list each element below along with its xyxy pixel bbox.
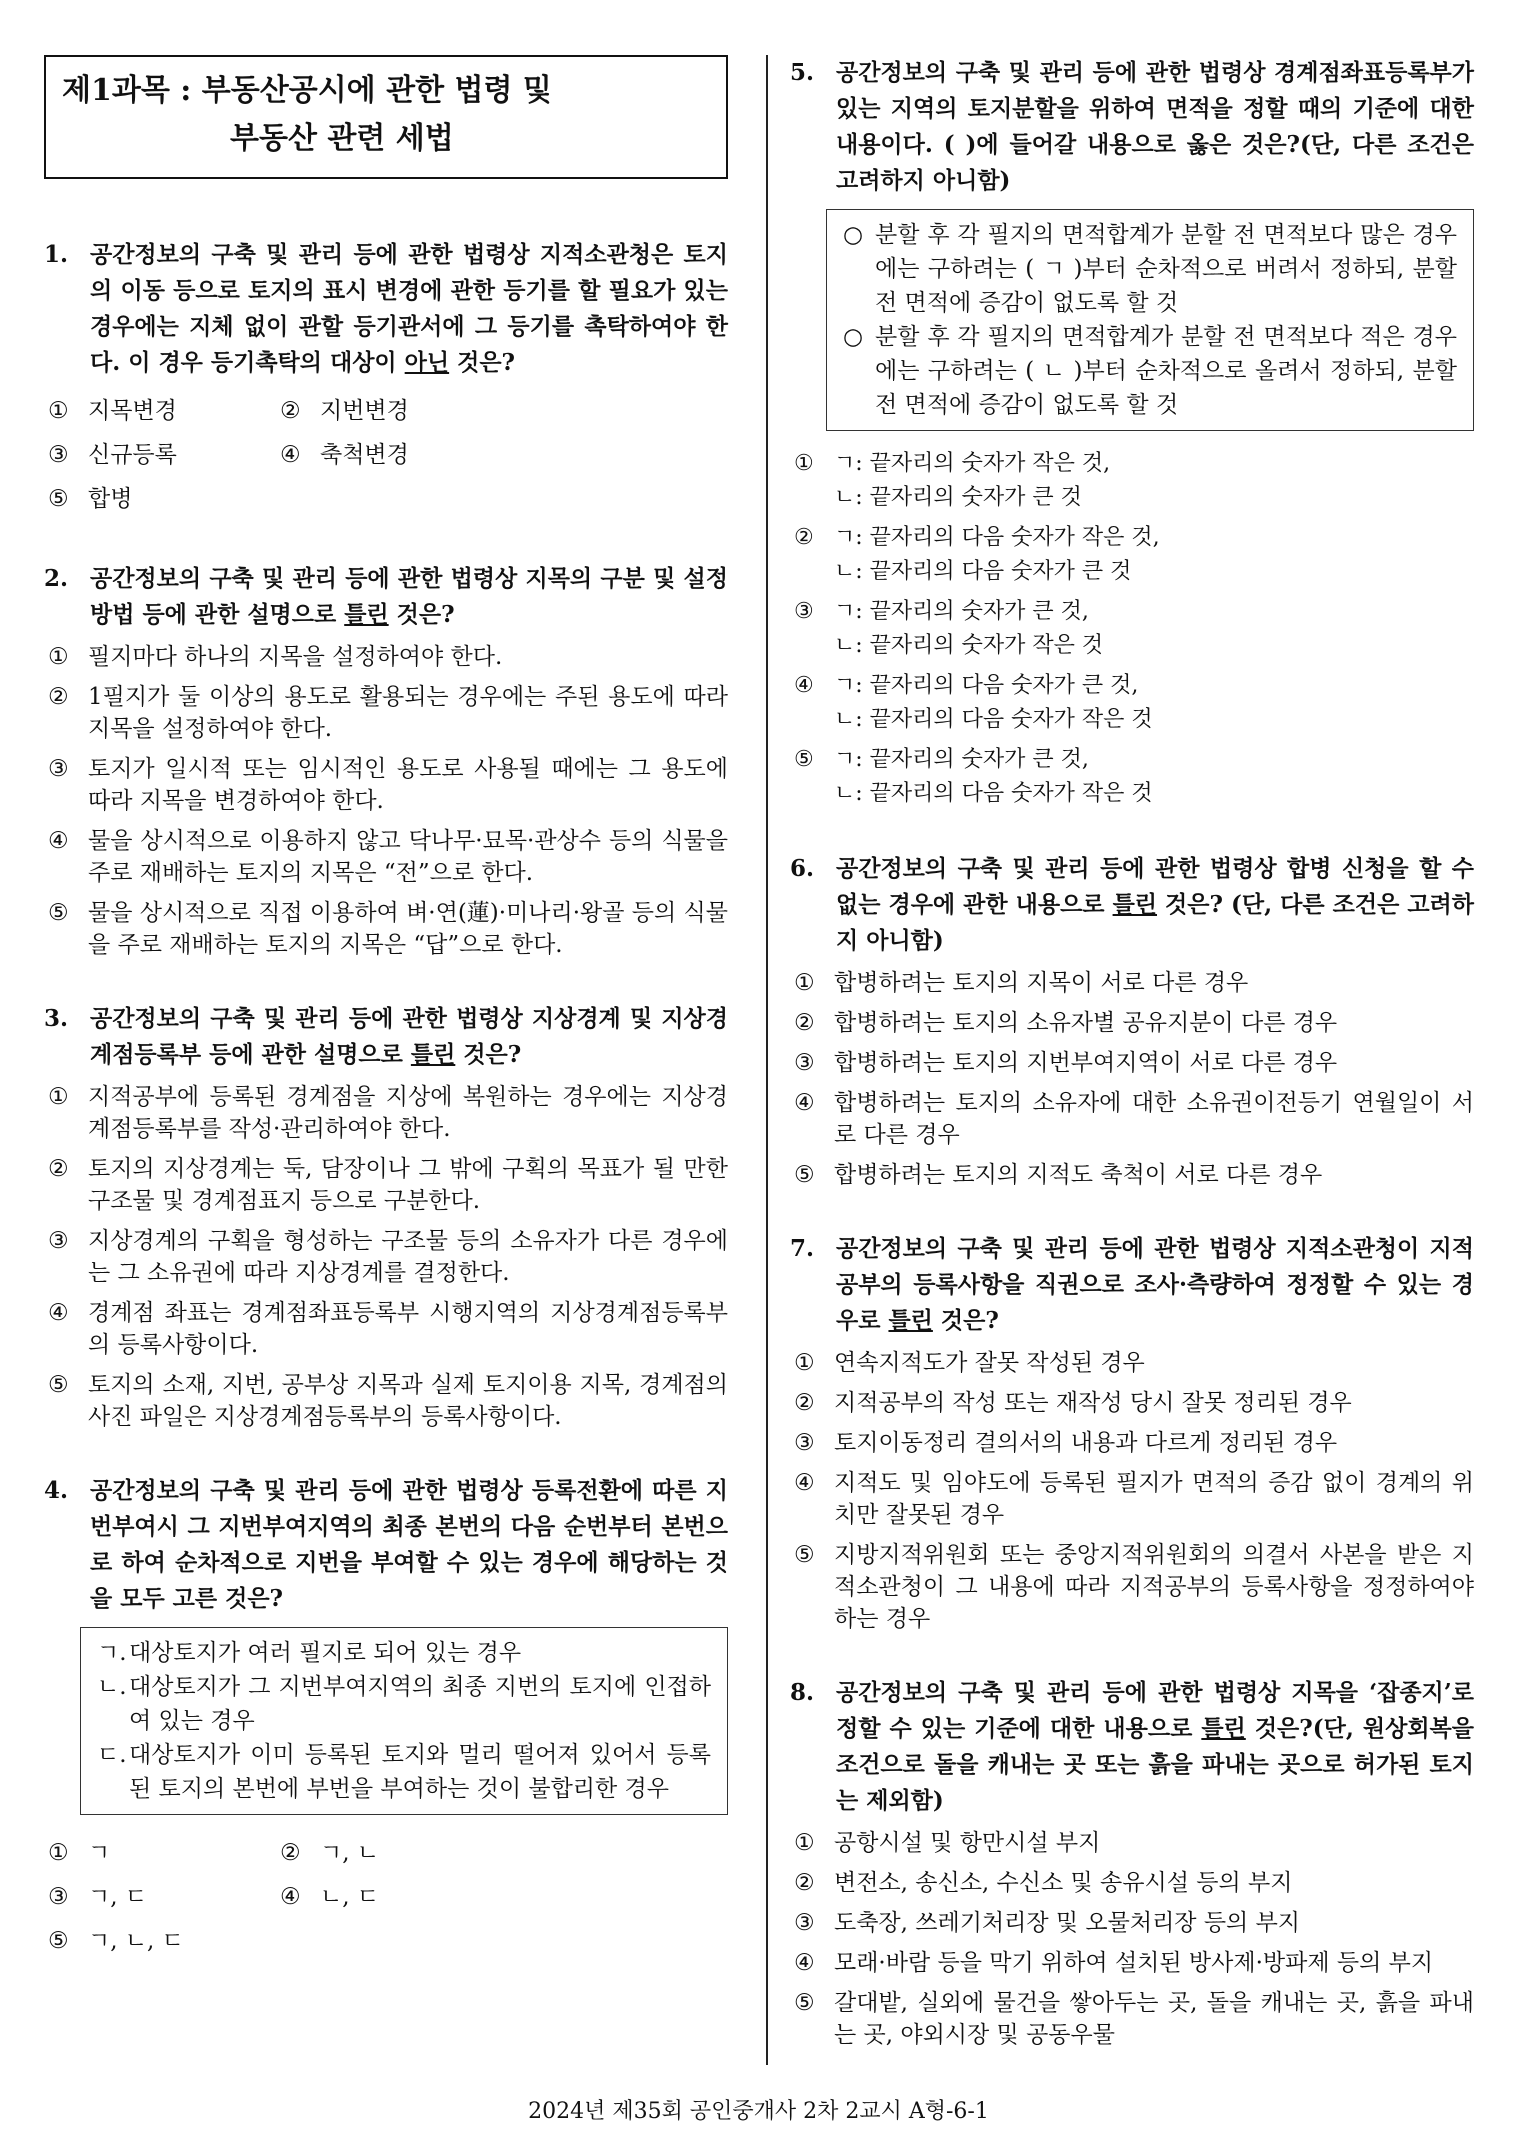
box-item: ㄴ. 대상토지가 그 지번부여지역의 최종 지번의 토지에 인접하여 있는 경우 xyxy=(97,1674,711,1734)
choice-box xyxy=(80,1627,728,1815)
answer-option-3[interactable]: ③ 지상경계의 구획을 형성하는 구조물 등의 소유자가 다른 경우에는 그 소유권에 따라 지상경계를 결정한다. xyxy=(48,1228,728,1286)
box-item: ㄷ. 대상토지가 이미 등록된 토지와 멀리 떨어져 있어서 등록된 토지의 본번에 부번을 부여하는 것이 불합리한 경우 xyxy=(97,1742,711,1802)
question-2 xyxy=(44,561,728,961)
answer-option-1[interactable]: ① ㄱ xyxy=(48,1840,111,1866)
answer-option-4[interactable]: ④ ㄴ, ㄷ xyxy=(280,1884,380,1910)
subject-title-box xyxy=(44,55,728,179)
answer-option-3[interactable]: ③ ㄱ: 끝자리의 숫자가 큰 것, ㄴ: 끝자리의 숫자가 작은 것 xyxy=(794,599,1104,658)
answer-option-1[interactable]: ① 지목변경 xyxy=(48,398,177,424)
question-number: 8. xyxy=(790,1679,815,1706)
question-number: 3. xyxy=(44,1005,69,1032)
answer-option-2[interactable]: ② 지적공부의 작성 또는 재작성 당시 잘못 정리된 경우 xyxy=(794,1390,1352,1416)
answer-option-3[interactable]: ③ ㄱ, ㄷ xyxy=(48,1884,148,1910)
column-divider xyxy=(766,55,768,2065)
answer-option-1[interactable]: ① 연속지적도가 잘못 작성된 경우 xyxy=(794,1350,1145,1376)
question-number: 2. xyxy=(44,565,69,592)
answer-option-5[interactable]: ⑤ ㄱ: 끝자리의 숫자가 큰 것, ㄴ: 끝자리의 다음 숫자가 작은 것 xyxy=(794,747,1153,806)
answer-option-4[interactable]: ④ 축척변경 xyxy=(280,442,409,468)
question-4 xyxy=(44,1473,728,1963)
answer-option-4[interactable]: ④ 물을 상시적으로 이용하지 않고 닥나무·묘목·관상수 등의 식물을 주로 재배하는 토지의 지목은 “전”으로 한다. xyxy=(48,828,728,886)
condition-box xyxy=(826,209,1474,431)
answer-option-4[interactable]: ④ 지적도 및 임야도에 등록된 필지가 면적의 증감 없이 경계의 위치만 잘못된 경우 xyxy=(794,1470,1474,1528)
box-item: ㄱ. 대상토지가 여러 필지로 되어 있는 경우 xyxy=(97,1640,522,1666)
answer-option-1[interactable]: ① 공항시설 및 항만시설 부지 xyxy=(794,1830,1101,1856)
answer-option-3[interactable]: ③ 도축장, 쓰레기처리장 및 오물처리장 등의 부지 xyxy=(794,1910,1301,1936)
right-column xyxy=(790,55,1474,2091)
question-3 xyxy=(44,1001,728,1433)
answer-option-4[interactable]: ④ 경계점 좌표는 경계점좌표등록부 시행지역의 지상경계점등록부의 등록사항이다. xyxy=(48,1300,728,1358)
answer-option-4[interactable]: ④ ㄱ: 끝자리의 다음 숫자가 큰 것, ㄴ: 끝자리의 다음 숫자가 작은 것 xyxy=(794,673,1153,732)
answer-option-2[interactable]: ② 합병하려는 토지의 소유자별 공유지분이 다른 경우 xyxy=(794,1010,1338,1036)
answer-option-5[interactable]: ⑤ 토지의 소재, 지번, 공부상 지목과 실제 토지이용 지목, 경계점의 사진 파일은 지상경계점등록부의 등록사항이다. xyxy=(48,1372,728,1430)
question-stem: 3. 공간정보의 구축 및 관리 등에 관한 법령상 지상경계 및 지상경계점등록부 등에 관한 설명으로 틀린 것은? xyxy=(44,1001,728,1073)
answer-option-2[interactable]: ② ㄱ: 끝자리의 다음 숫자가 작은 것, ㄴ: 끝자리의 다음 숫자가 큰 것 xyxy=(794,525,1160,584)
emphasis-underline: 틀린 xyxy=(410,1041,456,1068)
question-stem: 6. 공간정보의 구축 및 관리 등에 관한 법령상 합병 신청을 할 수 없는 경우에 관한 내용으로 틀린 것은? (단, 다른 조건은 고려하지 아니함) xyxy=(790,851,1474,959)
question-8 xyxy=(790,1675,1474,2051)
question-7 xyxy=(790,1231,1474,1635)
emphasis-underline: 틀린 xyxy=(344,601,389,628)
question-stem: 2. 공간정보의 구축 및 관리 등에 관한 법령상 지목의 구분 및 설정방법 등에 관한 설명으로 틀린 것은? xyxy=(44,561,728,633)
question-6 xyxy=(790,851,1474,1191)
subject-title-line2: 부동산 관련 세법 xyxy=(230,121,454,156)
answer-option-5[interactable]: ⑤ 물을 상시적으로 직접 이용하여 벼·연(蓮)·미나리·왕골 등의 식물을 주로 재배하는 토지의 지목은 “답”으로 한다. xyxy=(48,900,728,958)
answer-option-5[interactable]: ⑤ ㄱ, ㄴ, ㄷ xyxy=(48,1928,184,1954)
emphasis-underline: 틀린 xyxy=(1201,1715,1246,1742)
answer-option-4[interactable]: ④ 합병하려는 토지의 소유자에 대한 소유권이전등기 연월일이 서로 다른 경우 xyxy=(794,1090,1474,1148)
question-stem: 8. 공간정보의 구축 및 관리 등에 관한 법령상 지목을 ‘잡종지’로 정할 수 있는 기준에 대한 내용으로 틀린 것은?(단, 원상회복을 조건으로 돌을 캐내는 곳 또는 흙을 파내는 곳으로 허가된 토지는 제외함) xyxy=(790,1675,1474,1819)
emphasis-underline: 틀린 xyxy=(888,1307,933,1334)
answer-option-3[interactable]: ③ 합병하려는 토지의 지번부여지역이 서로 다른 경우 xyxy=(794,1050,1338,1076)
answer-option-3[interactable]: ③ 토지이동정리 결의서의 내용과 다르게 정리된 경우 xyxy=(794,1430,1338,1456)
answer-option-5[interactable]: ⑤ 합병 xyxy=(48,486,133,512)
answer-option-1[interactable]: ① 필지마다 하나의 지목을 설정하여야 한다. xyxy=(48,644,503,670)
question-stem: 4. 공간정보의 구축 및 관리 등에 관한 법령상 등록전환에 따른 지번부여시 그 지번부여지역의 최종 본번의 다음 순번부터 본번으로 하여 순차적으로 지번을 부여할 수 있는 경우에 해당하는 것을 모두 고른 것은? xyxy=(44,1473,728,1617)
emphasis-underline: 틀린 xyxy=(1112,891,1158,918)
answer-option-1[interactable]: ① 지적공부에 등록된 경계점을 지상에 복원하는 경우에는 지상경계점등록부를 작성·관리하여야 한다. xyxy=(48,1084,728,1142)
left-column xyxy=(44,55,728,2003)
answer-option-2[interactable]: ② ㄱ, ㄴ xyxy=(280,1840,380,1866)
question-number: 4. xyxy=(44,1477,69,1504)
box-item: ○ 분할 후 각 필지의 면적합계가 분할 전 면적보다 적은 경우에는 구하려는 ( ㄴ )부터 순차적으로 올려서 정하되, 분할 전 면적에 증감이 없도록 할 것 xyxy=(843,324,1457,418)
question-stem: 5. 공간정보의 구축 및 관리 등에 관한 법령상 경계점좌표등록부가 있는 지역의 토지분할을 위하여 면적을 정할 때의 기준에 대한 내용이다. ( )에 들어갈 내용으로 옳은 것은?(단, 다른 조건은 고려하지 아니함) xyxy=(790,55,1474,199)
question-stem: 1. 공간정보의 구축 및 관리 등에 관한 법령상 지적소관청은 토지의 이동 등으로 토지의 표시 변경에 관한 등기를 할 필요가 있는 경우에는 지체 없이 관할 등기관서에 그 등기를 촉탁하여야 한다. 이 경우 등기촉탁의 대상이 아닌 것은? xyxy=(44,237,728,381)
question-1 xyxy=(44,237,728,521)
answer-option-3[interactable]: ③ 토지가 일시적 또는 임시적인 용도로 사용될 때에는 그 용도에 따라 지목을 변경하여야 한다. xyxy=(48,756,728,814)
answer-option-1[interactable]: ① ㄱ: 끝자리의 숫자가 작은 것, ㄴ: 끝자리의 숫자가 큰 것 xyxy=(794,451,1111,510)
question-5 xyxy=(790,55,1474,811)
question-stem: 7. 공간정보의 구축 및 관리 등에 관한 법령상 지적소관청이 지적공부의 등록사항을 직권으로 조사·측량하여 정정할 수 있는 경우로 틀린 것은? xyxy=(790,1231,1474,1339)
answer-option-5[interactable]: ⑤ 갈대밭, 실외에 물건을 쌓아두는 곳, 돌을 캐내는 곳, 흙을 파내는 곳, 야외시장 및 공동우물 xyxy=(794,1990,1474,2048)
answer-option-4[interactable]: ④ 모래·바람 등을 막기 위하여 설치된 방사제·방파제 등의 부지 xyxy=(794,1950,1434,1976)
subject-title-line1: 제1과목 : 부동산공시에 관한 법령 및 xyxy=(62,73,552,108)
question-number: 1. xyxy=(44,241,69,268)
question-number: 6. xyxy=(790,855,815,882)
answer-option-1[interactable]: ① 합병하려는 토지의 지목이 서로 다른 경우 xyxy=(794,970,1249,996)
answer-option-5[interactable]: ⑤ 합병하려는 토지의 지적도 축척이 서로 다른 경우 xyxy=(794,1162,1323,1188)
answer-option-5[interactable]: ⑤ 지방지적위원회 또는 중앙지적위원회의 의결서 사본을 받은 지적소관청이 그 내용에 따라 지적공부의 등록사항을 정정하여야 하는 경우 xyxy=(794,1542,1474,1632)
answer-option-2[interactable]: ② 변전소, 송신소, 수신소 및 송유시설 등의 부지 xyxy=(794,1870,1293,1896)
question-number: 5. xyxy=(790,59,815,86)
question-number: 7. xyxy=(790,1235,815,1262)
answer-option-2[interactable]: ② 1필지가 둘 이상의 용도로 활용되는 경우에는 주된 용도에 따라 지목을 설정하여야 한다. xyxy=(48,684,728,742)
emphasis-underline: 아닌 xyxy=(404,349,450,376)
page-footer: 2024년 제35회 공인중개사 2차 2교시 A형-6-1 xyxy=(528,2099,989,2124)
answer-option-3[interactable]: ③ 신규등록 xyxy=(48,442,177,468)
answer-option-2[interactable]: ② 토지의 지상경계는 둑, 담장이나 그 밖에 구획의 목표가 될 만한 구조물 및 경계점표지 등으로 구분한다. xyxy=(48,1156,728,1214)
box-item: ○ 분할 후 각 필지의 면적합계가 분할 전 면적보다 많은 경우에는 구하려는 ( ㄱ )부터 순차적으로 버려서 정하되, 분할 전 면적에 증감이 없도록 할 것 xyxy=(843,222,1457,316)
answer-option-2[interactable]: ② 지번변경 xyxy=(280,398,409,424)
